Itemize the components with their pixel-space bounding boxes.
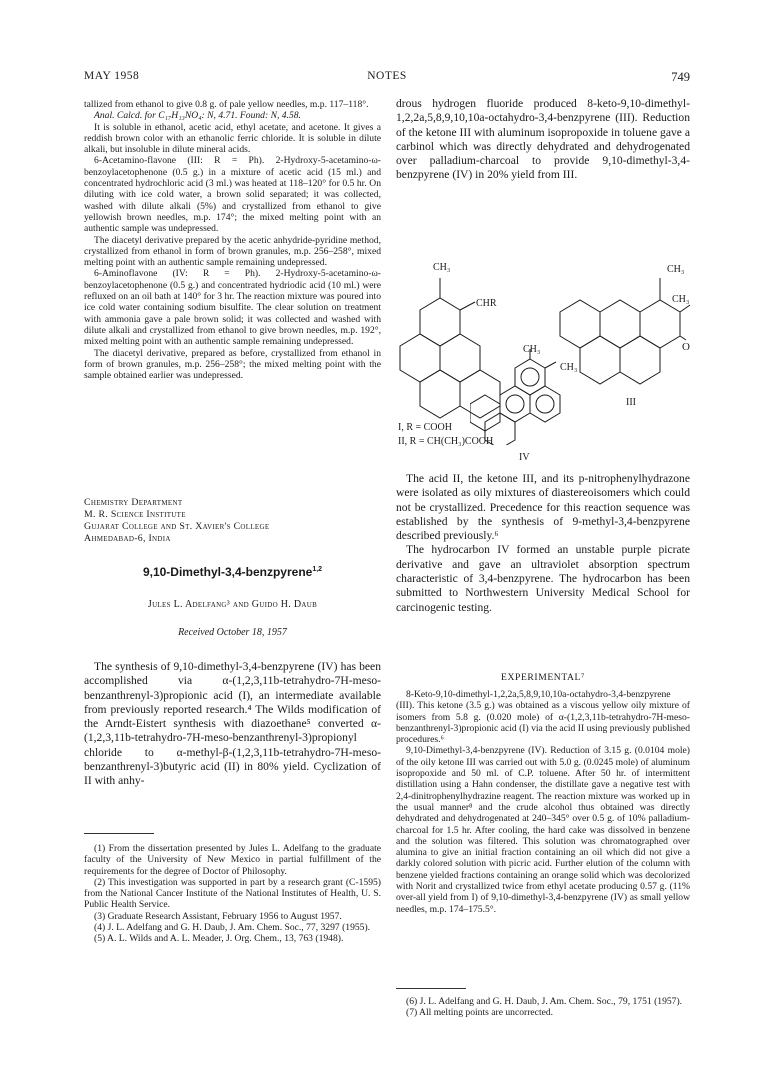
- footnote: (5) A. L. Wilds and A. L. Meader, J. Org. Chem., 13, 763 (1948).: [94, 933, 344, 945]
- footnote: (6) J. L. Adelfang and G. H. Daub, J. Am. Chem. Soc., 79, 1751 (1957).: [406, 996, 683, 1007]
- paragraph: The acid II, the ketone III, and its p-nitrophenylhydrazone were isolated as oily mixtures of diastereoisomers which could not be crystallized. Precedence for this reaction sequence was established by the synthesis of 9-methyl-3,4-benzpyrene described previously.⁶: [396, 472, 690, 543]
- s3-ch3-label-a: CH₃: [523, 344, 541, 355]
- structure-ii-label: II, R = CH(CH₃)COOH: [398, 436, 494, 447]
- paragraph: 8-Keto-9,10-dimethyl-1,2,2a,5,8,9,10,10a-octahydro-3,4-benzpyrene (III). This ketone (3.5 g.) was obtained as a viscous yellow oily mixture of isomers from 5.8 g. (0.020 mole) of α-(1,2,3,11b-tetrahydro-7H-meso-benzanthrenyl-3)propionic acid (I) via the acid II using previously published procedures.⁶: [396, 689, 690, 746]
- page-number: 749: [671, 70, 690, 84]
- affiliation-line: Chemistry Department: [84, 497, 183, 508]
- left-top-text: [84, 99, 381, 381]
- right-mid-text: [396, 472, 690, 615]
- running-header: [84, 70, 690, 86]
- paragraph: 6-Acetamino-flavone (III: R = Ph). 2-Hydroxy-5-acetamino-ω-benzoylacetophenone (0.5 g.) in a mixture of acetic acid (15 ml.) and concentrated hydrochloric acid (3 ml.) was heated at 118–120° for 0.5 hr. On diluting with ice cold water, a brown solid separated; it was collected, washed with dilute alkali (5%) and crystallized from ethanol to give yellowish brown needles, m.p. 174°; the mixed melting point with an authentic sample was undepressed.: [84, 155, 381, 235]
- s1-chr-label: CHR: [476, 298, 497, 309]
- header-section: NOTES: [367, 70, 407, 82]
- left-footnotes: [84, 843, 381, 945]
- paragraph: drous hydrogen fluoride produced 8-keto-9,10-dimethyl-1,2,2a,5,8,9,10,10a-octahydro-3,4-benzpyrene (III). Reduction of the ketone III with aluminum isopropoxide in toluene gave a carbinol which was directly dehydrated and dehydrogenated over palladium-charcoal to provide 9,10-dimethyl-3,4-benzpyrene (IV) in 20% yield from III.: [396, 97, 690, 182]
- affiliation-line: Ahmedabad-6, India: [84, 533, 171, 544]
- paragraph: The diacetyl derivative prepared by the acetic anhydride-pyridine method, crystallized from ethanol in form of brown granules, m.p. 256–258°, mixed melting point with an authentic sample remaining undepressed.: [84, 234, 381, 269]
- left-main-text: [84, 660, 381, 789]
- structure-i-label: I, R = COOH: [398, 422, 452, 433]
- article-authors: Jules L. Adelfang³ and Guido H. Daub: [147, 599, 318, 610]
- s1-ch3-label: CH₃: [433, 262, 451, 273]
- experimental-text: [396, 689, 690, 915]
- header-date: MAY 1958: [84, 70, 140, 82]
- paragraph: The synthesis of 9,10-dimethyl-3,4-benzpyrene (IV) has been accomplished via α-(1,2,3,11b-tetrahydro-7H-meso-benzanthrenyl-3)propionic acid (I), an intermediate available from previously reported research.⁴ The Wilds modification of the Arndt-Eistert synthesis with diazoethane⁵ converted α-(1,2,3,11b-tetrahydro-7H-meso-benzanthrenyl-3)propionyl chloride to α-methyl-β-(1,2,3,11b-tetrahydro-7H-meso-benzanthrenyl-3)butyric acid (II) in 80% yield. Cyclization of II with anhy-: [84, 660, 381, 788]
- footnote: (1) From the dissertation presented by Jules L. Adelfang to the graduate faculty of the University of New Mexico in partial fulfillment of the requirements for the degree of Doctor of Philosophy.: [84, 843, 381, 877]
- structure-iii-label: III: [626, 397, 636, 408]
- paragraph: 6-Aminoflavone (IV: R = Ph). 2-Hydroxy-5-acetamino-ω-benzoylacetophenone (0.5 g.) and concentrated hydriodic acid (10 ml.) were refluxed on an oil bath at 140° for 3 hr. The reaction mixture was poured into ice cold water containing sodium bisulfite. The clear solution on treatment with ammonia gave a pale brown solid; it was collected and washed with dilute alkali and crystallized from ethanol to give brown needles, m.p. 192°, mixed melting point with an authentic sample remaining undepressed.: [84, 268, 381, 348]
- footnote: (3) Graduate Research Assistant, February 1956 to August 1957.: [94, 910, 342, 922]
- paragraph: Anal. Calcd. for C₁₇H₁₃NO₄: N, 4.71. Found: N, 4.58.: [94, 110, 301, 122]
- affiliation-line: Gujarat College and St. Xavier's College: [84, 521, 270, 532]
- paragraph: It is soluble in ethanol, acetic acid, ethyl acetate, and acetone. It gives a reddish brown color with an ethanolic ferric chloride. It is soluble in dilute alkali, but insoluble in dilute mineral acids.: [84, 121, 381, 156]
- right-footnotes: [396, 996, 690, 1019]
- article-title: 9,10-Dimethyl-3,4-benzpyrene$^{1,2}$: [142, 565, 323, 579]
- experimental-heading: EXPERIMENTAL⁷: [501, 672, 585, 683]
- paragraph: 9,10-Dimethyl-3,4-benzpyrene (IV). Reduction of 3.15 g. (0.0104 mole) of the oily ketone III was carried out with 5.0 g. (0.0245 mole) of aluminum isopropoxide and 50 ml. of C.P. toluene. After 50 hr. of intermittent distillation using a Hahn condenser, the distillate gave a negative test with 2,4-dinitrophenylhydrazine reagent. The reaction mixture was worked up in the usual manner⁸ and the crude alcohol thus obtained was directly dehydrated and dehydrogenated at 240–345° over 0.5 g. of 10% palladium-charcoal for 1.5 hr. After cooling, the hard cake was dissolved in benzene and the solution was filtered. This solution was chromatographed over alumina to give an initial fraction containing an oil which did not give a darkly colored solution with picric acid. Further elution of the column with benzene yielded fractions containing an orange solid which was decolorized with Norit and crystallized twice from ethyl acetate producing 0.57 g. (11% over-all yield from I) of 9,10-dimethyl-3,4-benzpyrene (IV) as small yellow needles, m.p. 174–175.5°.: [396, 745, 690, 915]
- s2-ch3-label-a: CH₃: [667, 264, 685, 275]
- structure-iv-label: IV: [519, 452, 530, 463]
- affiliation-line: M. R. Science Institute: [84, 509, 186, 520]
- s2-o-label: O: [682, 341, 690, 353]
- received-date: Received October 18, 1957: [178, 627, 287, 638]
- paragraph: The diacetyl derivative, prepared as before, crystallized from ethanol in form of brown granules, m.p. 256–258°; the mixed melting point with the sample obtained earlier was undepressed.: [84, 347, 381, 382]
- paragraph: tallized from ethanol to give 0.8 g. of pale yellow needles, m.p. 117–118°.: [84, 99, 369, 110]
- paragraph: The hydrocarbon IV formed an unstable purple picrate derivative and gave an ultraviolet absorption spectrum characteristic of 3,4-benzpyrene. The hydrocarbon has been submitted to Northwestern University Medical School for carcinogenic testing.: [396, 543, 690, 614]
- s2-ch3-label-b: CH₃: [672, 294, 690, 305]
- affiliation: [84, 497, 381, 545]
- footnote-rule: [84, 833, 154, 834]
- footnote: (4) J. L. Adelfang and G. H. Daub, J. Am. Chem. Soc., 77, 3297 (1955).: [94, 922, 371, 934]
- footnote-rule: [396, 988, 466, 989]
- footnote: (2) This investigation was supported in part by a research grant (C-1595) from the National Cancer Institute of the National Institutes of Health, U. S. Public Health Service.: [84, 876, 381, 911]
- right-top-text: [396, 97, 690, 183]
- s3-ch3-label-b: CH₃: [560, 362, 578, 373]
- structure-iv-diagram: [470, 345, 590, 445]
- title-footnote-ref: 1,2: [312, 566, 323, 573]
- footnote: (7) All melting points are uncorrected.: [406, 1007, 554, 1019]
